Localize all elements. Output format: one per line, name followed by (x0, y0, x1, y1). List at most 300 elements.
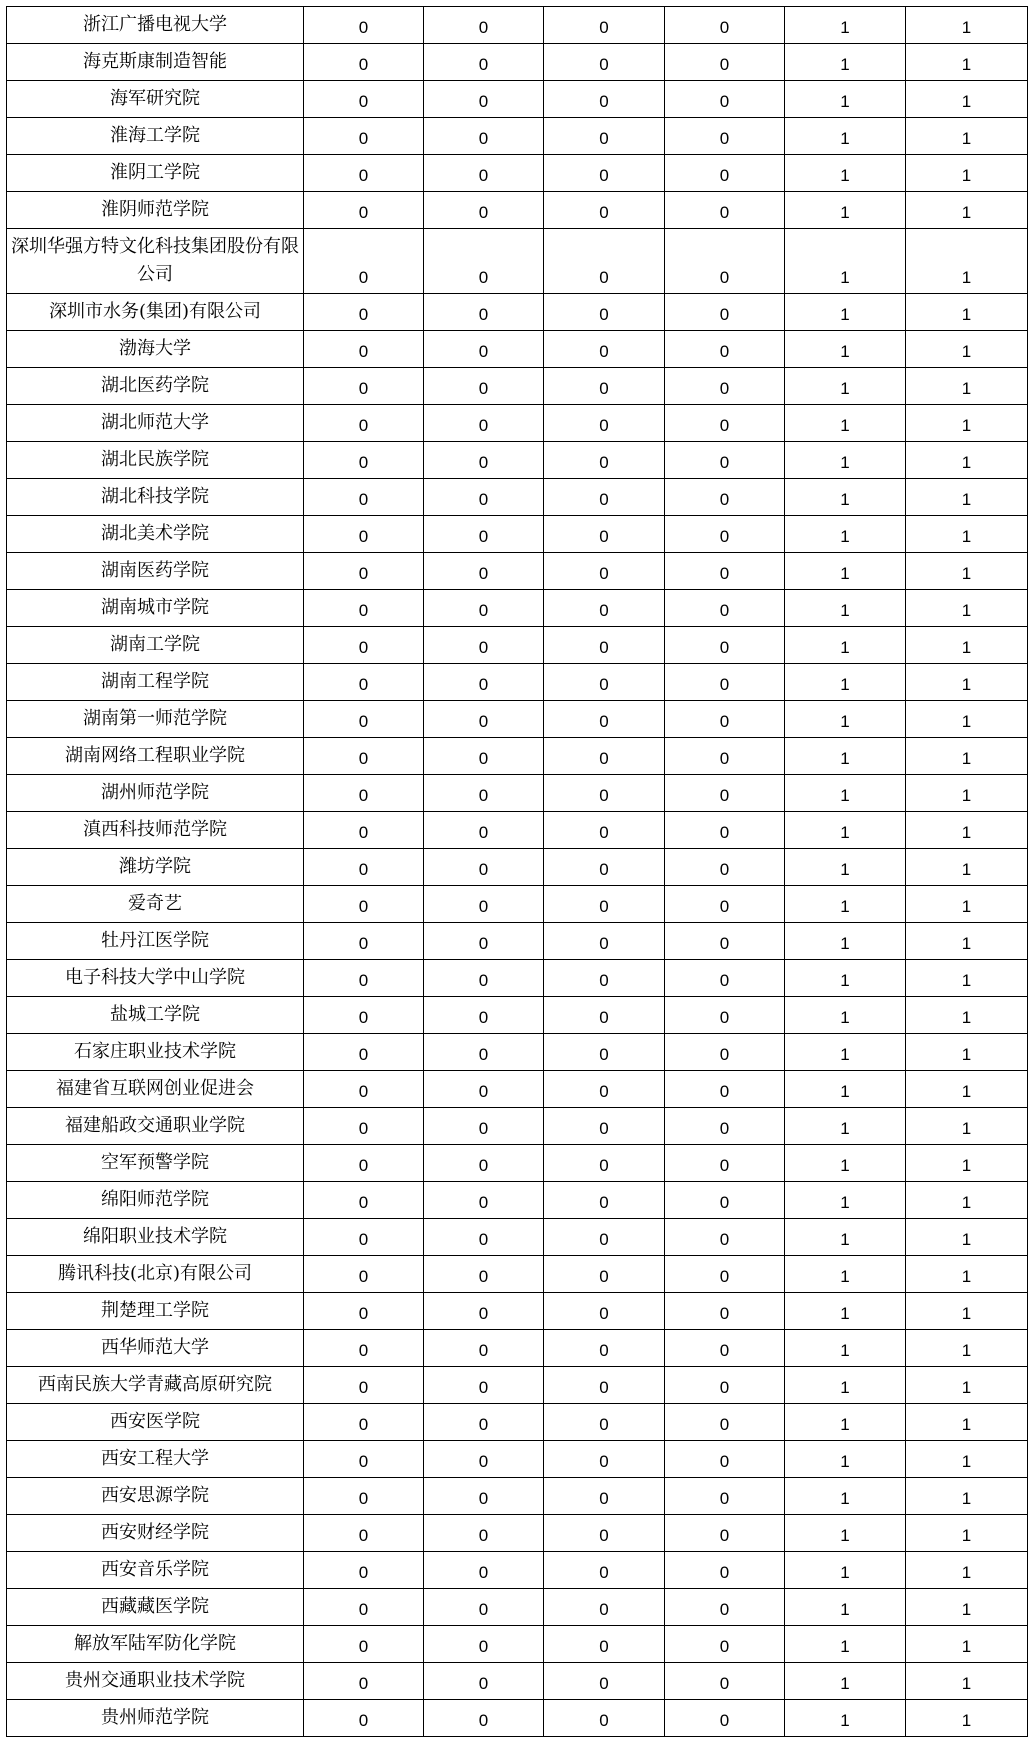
table-row (7, 627, 1028, 664)
value-cell: 0 (665, 368, 785, 405)
value-cell: 0 (665, 1071, 785, 1108)
value-cell: 0 (424, 849, 544, 886)
table-row (7, 192, 1028, 229)
value-cell: 0 (665, 1108, 785, 1145)
value-cell: 0 (665, 516, 785, 553)
value-cell: 0 (665, 44, 785, 81)
value-cell: 0 (665, 1552, 785, 1589)
table-row (7, 590, 1028, 627)
value-cell: 0 (544, 192, 665, 229)
table-row (7, 1034, 1028, 1071)
value-cell: 0 (544, 1404, 665, 1441)
value-cell: 0 (665, 1626, 785, 1663)
value-cell: 0 (424, 1700, 544, 1737)
value-cell: 0 (304, 1145, 424, 1182)
value-cell: 0 (544, 7, 665, 44)
value-cell: 0 (304, 516, 424, 553)
value-cell: 0 (424, 1071, 544, 1108)
value-cell: 1 (785, 701, 906, 738)
value-cell: 1 (785, 1145, 906, 1182)
value-cell: 0 (544, 1293, 665, 1330)
institution-name-cell: 爱奇艺 (7, 886, 304, 923)
value-cell: 0 (424, 1626, 544, 1663)
value-cell: 1 (785, 1367, 906, 1404)
value-cell: 0 (304, 155, 424, 192)
table-row (7, 886, 1028, 923)
table-row (7, 44, 1028, 81)
value-cell: 1 (785, 331, 906, 368)
value-cell: 1 (785, 294, 906, 331)
table-row (7, 479, 1028, 516)
value-cell: 1 (906, 44, 1028, 81)
value-cell: 1 (785, 516, 906, 553)
value-cell: 1 (906, 1552, 1028, 1589)
value-cell: 1 (906, 192, 1028, 229)
value-cell: 1 (785, 7, 906, 44)
value-cell: 1 (785, 1589, 906, 1626)
value-cell: 1 (785, 442, 906, 479)
value-cell: 1 (906, 81, 1028, 118)
value-cell: 0 (544, 923, 665, 960)
value-cell: 0 (424, 664, 544, 701)
value-cell: 0 (304, 701, 424, 738)
institution-name-cell: 西华师范大学 (7, 1330, 304, 1367)
table-row (7, 1589, 1028, 1626)
institution-name-cell: 福建船政交通职业学院 (7, 1108, 304, 1145)
table-row (7, 1071, 1028, 1108)
value-cell: 0 (544, 553, 665, 590)
institution-name-cell: 湖州师范学院 (7, 775, 304, 812)
value-cell: 1 (785, 1256, 906, 1293)
institution-name-cell: 西南民族大学青藏高原研究院 (7, 1367, 304, 1404)
institution-name-cell: 淮海工学院 (7, 118, 304, 155)
value-cell: 0 (304, 849, 424, 886)
table-row (7, 664, 1028, 701)
institution-name-cell: 西安工程大学 (7, 1441, 304, 1478)
value-cell: 0 (304, 923, 424, 960)
institution-name-cell: 空军预警学院 (7, 1145, 304, 1182)
value-cell: 1 (785, 664, 906, 701)
table-row (7, 1404, 1028, 1441)
value-cell: 1 (906, 1256, 1028, 1293)
value-cell: 0 (665, 1700, 785, 1737)
value-cell: 1 (906, 442, 1028, 479)
value-cell: 1 (785, 1663, 906, 1700)
value-cell: 0 (424, 331, 544, 368)
value-cell: 0 (424, 812, 544, 849)
value-cell: 0 (665, 812, 785, 849)
value-cell: 1 (785, 229, 906, 294)
value-cell: 1 (906, 1219, 1028, 1256)
value-cell: 0 (304, 1552, 424, 1589)
table-row (7, 1293, 1028, 1330)
value-cell: 1 (785, 960, 906, 997)
value-cell: 0 (304, 1256, 424, 1293)
institution-name-cell: 湖南第一师范学院 (7, 701, 304, 738)
value-cell: 0 (424, 1330, 544, 1367)
institution-name-cell: 西安思源学院 (7, 1478, 304, 1515)
value-cell: 0 (304, 1626, 424, 1663)
value-cell: 1 (785, 923, 906, 960)
institution-name-cell: 湖北科技学院 (7, 479, 304, 516)
table-row (7, 553, 1028, 590)
institution-name-cell: 绵阳职业技术学院 (7, 1219, 304, 1256)
table-row (7, 960, 1028, 997)
value-cell: 0 (424, 1478, 544, 1515)
value-cell: 0 (665, 1145, 785, 1182)
institution-name-cell: 渤海大学 (7, 331, 304, 368)
table-row (7, 155, 1028, 192)
value-cell: 1 (785, 738, 906, 775)
value-cell: 1 (906, 479, 1028, 516)
value-cell: 0 (424, 1552, 544, 1589)
institution-name-cell: 解放军陆军防化学院 (7, 1626, 304, 1663)
value-cell: 0 (544, 1182, 665, 1219)
institution-name-cell: 海军研究院 (7, 81, 304, 118)
institution-name-cell: 湖北民族学院 (7, 442, 304, 479)
value-cell: 0 (544, 479, 665, 516)
value-cell: 0 (304, 1515, 424, 1552)
value-cell: 0 (424, 1034, 544, 1071)
value-cell: 0 (304, 1330, 424, 1367)
value-cell: 0 (424, 590, 544, 627)
table-row (7, 775, 1028, 812)
value-cell: 1 (785, 1441, 906, 1478)
table-row (7, 405, 1028, 442)
table-row (7, 1552, 1028, 1589)
value-cell: 0 (665, 7, 785, 44)
value-cell: 1 (906, 775, 1028, 812)
value-cell: 1 (785, 812, 906, 849)
institution-name-cell: 湖南医药学院 (7, 553, 304, 590)
value-cell: 0 (304, 997, 424, 1034)
value-cell: 0 (424, 1256, 544, 1293)
institution-name-cell: 湖北师范大学 (7, 405, 304, 442)
value-cell: 0 (304, 118, 424, 155)
institution-name-cell: 腾讯科技(北京)有限公司 (7, 1256, 304, 1293)
value-cell: 0 (304, 1663, 424, 1700)
value-cell: 0 (304, 590, 424, 627)
value-cell: 0 (304, 442, 424, 479)
institution-name-cell: 湖南网络工程职业学院 (7, 738, 304, 775)
table-row (7, 1515, 1028, 1552)
value-cell: 0 (424, 229, 544, 294)
value-cell: 0 (424, 1367, 544, 1404)
value-cell: 1 (906, 738, 1028, 775)
value-cell: 0 (544, 627, 665, 664)
value-cell: 0 (544, 118, 665, 155)
value-cell: 0 (544, 81, 665, 118)
value-cell: 1 (785, 1478, 906, 1515)
value-cell: 0 (665, 1330, 785, 1367)
value-cell: 0 (424, 1108, 544, 1145)
table-row (7, 812, 1028, 849)
table-row (7, 1626, 1028, 1663)
table-row (7, 1441, 1028, 1478)
institution-name-cell: 电子科技大学中山学院 (7, 960, 304, 997)
value-cell: 1 (906, 516, 1028, 553)
value-cell: 1 (906, 7, 1028, 44)
value-cell: 1 (906, 627, 1028, 664)
value-cell: 1 (906, 960, 1028, 997)
value-cell: 0 (304, 1404, 424, 1441)
institution-name-cell: 湖南工程学院 (7, 664, 304, 701)
value-cell: 0 (304, 1478, 424, 1515)
value-cell: 0 (544, 1034, 665, 1071)
value-cell: 0 (424, 479, 544, 516)
value-cell: 1 (906, 1515, 1028, 1552)
value-cell: 1 (785, 1700, 906, 1737)
value-cell: 0 (665, 738, 785, 775)
value-cell: 1 (906, 294, 1028, 331)
value-cell: 0 (304, 331, 424, 368)
value-cell: 0 (665, 118, 785, 155)
value-cell: 0 (304, 1441, 424, 1478)
value-cell: 1 (906, 997, 1028, 1034)
value-cell: 1 (785, 1182, 906, 1219)
value-cell: 0 (424, 923, 544, 960)
value-cell: 0 (665, 405, 785, 442)
value-cell: 1 (906, 923, 1028, 960)
value-cell: 0 (304, 627, 424, 664)
value-cell: 1 (906, 368, 1028, 405)
value-cell: 0 (544, 886, 665, 923)
value-cell: 1 (785, 1034, 906, 1071)
value-cell: 0 (665, 331, 785, 368)
value-cell: 0 (424, 627, 544, 664)
value-cell: 0 (544, 1478, 665, 1515)
value-cell: 0 (304, 553, 424, 590)
value-cell: 1 (785, 1330, 906, 1367)
institution-name-cell: 淮阴工学院 (7, 155, 304, 192)
value-cell: 0 (304, 1108, 424, 1145)
value-cell: 0 (544, 331, 665, 368)
value-cell: 0 (304, 405, 424, 442)
value-cell: 0 (424, 553, 544, 590)
value-cell: 1 (906, 229, 1028, 294)
value-cell: 1 (785, 405, 906, 442)
institution-name-cell: 滇西科技师范学院 (7, 812, 304, 849)
value-cell: 1 (906, 405, 1028, 442)
value-cell: 1 (906, 886, 1028, 923)
table-row (7, 738, 1028, 775)
value-cell: 1 (785, 849, 906, 886)
value-cell: 1 (906, 1145, 1028, 1182)
institution-name-cell: 盐城工学院 (7, 997, 304, 1034)
value-cell: 0 (424, 1182, 544, 1219)
value-cell: 0 (544, 590, 665, 627)
institution-name-cell: 石家庄职业技术学院 (7, 1034, 304, 1071)
value-cell: 1 (906, 1071, 1028, 1108)
value-cell: 0 (665, 229, 785, 294)
value-cell: 0 (665, 1182, 785, 1219)
value-cell: 0 (665, 775, 785, 812)
table-row (7, 7, 1028, 44)
value-cell: 0 (424, 1589, 544, 1626)
value-cell: 0 (304, 775, 424, 812)
value-cell: 0 (304, 1182, 424, 1219)
value-cell: 1 (906, 701, 1028, 738)
value-cell: 1 (906, 1404, 1028, 1441)
value-cell: 1 (906, 155, 1028, 192)
value-cell: 0 (304, 368, 424, 405)
value-cell: 0 (304, 1034, 424, 1071)
value-cell: 1 (785, 1071, 906, 1108)
value-cell: 0 (424, 1219, 544, 1256)
institution-name-cell: 湖北美术学院 (7, 516, 304, 553)
value-cell: 0 (544, 960, 665, 997)
table-row (7, 701, 1028, 738)
value-cell: 0 (424, 81, 544, 118)
value-cell: 1 (785, 1219, 906, 1256)
value-cell: 0 (544, 1108, 665, 1145)
value-cell: 0 (424, 516, 544, 553)
value-cell: 0 (304, 44, 424, 81)
value-cell: 0 (424, 775, 544, 812)
institution-name-cell: 深圳华强方特文化科技集团股份有限公司 (7, 229, 304, 294)
value-cell: 1 (785, 479, 906, 516)
table-row (7, 997, 1028, 1034)
value-cell: 0 (665, 442, 785, 479)
institution-name-cell: 湖南城市学院 (7, 590, 304, 627)
value-cell: 0 (665, 701, 785, 738)
value-cell: 0 (665, 886, 785, 923)
value-cell: 1 (906, 1478, 1028, 1515)
value-cell: 0 (544, 1330, 665, 1367)
table-body (7, 7, 1028, 1737)
table-row (7, 1478, 1028, 1515)
value-cell: 0 (544, 405, 665, 442)
institution-name-cell: 荆楚理工学院 (7, 1293, 304, 1330)
value-cell: 0 (424, 192, 544, 229)
value-cell: 0 (544, 1071, 665, 1108)
value-cell: 0 (665, 1034, 785, 1071)
value-cell: 0 (665, 1441, 785, 1478)
value-cell: 0 (544, 294, 665, 331)
table-row (7, 331, 1028, 368)
institution-name-cell: 西藏藏医学院 (7, 1589, 304, 1626)
value-cell: 0 (544, 368, 665, 405)
value-cell: 0 (424, 960, 544, 997)
value-cell: 0 (544, 1219, 665, 1256)
table-row (7, 1145, 1028, 1182)
value-cell: 1 (906, 1330, 1028, 1367)
value-cell: 0 (544, 997, 665, 1034)
value-cell: 1 (906, 1441, 1028, 1478)
table-row (7, 294, 1028, 331)
value-cell: 0 (544, 1441, 665, 1478)
value-cell: 0 (424, 7, 544, 44)
table-row (7, 81, 1028, 118)
value-cell: 0 (665, 192, 785, 229)
value-cell: 0 (304, 1293, 424, 1330)
institution-count-table (6, 6, 1028, 1737)
value-cell: 0 (544, 1663, 665, 1700)
value-cell: 1 (906, 1034, 1028, 1071)
value-cell: 0 (424, 1515, 544, 1552)
value-cell: 1 (906, 331, 1028, 368)
value-cell: 0 (304, 294, 424, 331)
value-cell: 1 (785, 44, 906, 81)
value-cell: 1 (785, 368, 906, 405)
table-row (7, 368, 1028, 405)
value-cell: 1 (906, 1108, 1028, 1145)
value-cell: 0 (544, 442, 665, 479)
value-cell: 0 (424, 442, 544, 479)
value-cell: 1 (906, 1182, 1028, 1219)
value-cell: 1 (785, 1293, 906, 1330)
value-cell: 0 (544, 229, 665, 294)
value-cell: 0 (424, 886, 544, 923)
institution-name-cell: 深圳市水务(集团)有限公司 (7, 294, 304, 331)
value-cell: 0 (304, 960, 424, 997)
value-cell: 0 (304, 886, 424, 923)
value-cell: 0 (424, 1145, 544, 1182)
value-cell: 0 (665, 627, 785, 664)
institution-name-cell: 贵州交通职业技术学院 (7, 1663, 304, 1700)
value-cell: 0 (304, 7, 424, 44)
value-cell: 0 (424, 1441, 544, 1478)
institution-name-cell: 西安医学院 (7, 1404, 304, 1441)
value-cell: 1 (906, 1589, 1028, 1626)
value-cell: 0 (665, 1663, 785, 1700)
value-cell: 0 (544, 738, 665, 775)
value-cell: 1 (906, 1367, 1028, 1404)
value-cell: 1 (906, 1626, 1028, 1663)
value-cell: 0 (424, 738, 544, 775)
value-cell: 0 (665, 664, 785, 701)
value-cell: 0 (304, 1589, 424, 1626)
value-cell: 1 (785, 1404, 906, 1441)
table-row (7, 849, 1028, 886)
value-cell: 0 (304, 81, 424, 118)
value-cell: 0 (424, 368, 544, 405)
value-cell: 0 (665, 1478, 785, 1515)
value-cell: 0 (304, 229, 424, 294)
institution-name-cell: 淮阴师范学院 (7, 192, 304, 229)
value-cell: 0 (544, 701, 665, 738)
institution-name-cell: 牡丹江医学院 (7, 923, 304, 960)
value-cell: 0 (304, 1367, 424, 1404)
value-cell: 0 (304, 738, 424, 775)
value-cell: 0 (424, 155, 544, 192)
table-row (7, 1108, 1028, 1145)
value-cell: 1 (785, 1108, 906, 1145)
value-cell: 1 (906, 1700, 1028, 1737)
table-row (7, 1700, 1028, 1737)
value-cell: 1 (906, 118, 1028, 155)
value-cell: 1 (906, 849, 1028, 886)
value-cell: 0 (665, 1589, 785, 1626)
value-cell: 0 (424, 294, 544, 331)
value-cell: 0 (544, 849, 665, 886)
value-cell: 1 (785, 1626, 906, 1663)
value-cell: 0 (665, 1219, 785, 1256)
value-cell: 1 (785, 1515, 906, 1552)
value-cell: 1 (785, 590, 906, 627)
value-cell: 0 (424, 997, 544, 1034)
value-cell: 0 (665, 294, 785, 331)
value-cell: 1 (906, 664, 1028, 701)
value-cell: 0 (665, 960, 785, 997)
value-cell: 0 (665, 1404, 785, 1441)
value-cell: 0 (544, 1145, 665, 1182)
value-cell: 0 (304, 812, 424, 849)
table-row (7, 923, 1028, 960)
value-cell: 0 (424, 118, 544, 155)
institution-name-cell: 福建省互联网创业促进会 (7, 1071, 304, 1108)
value-cell: 0 (665, 590, 785, 627)
